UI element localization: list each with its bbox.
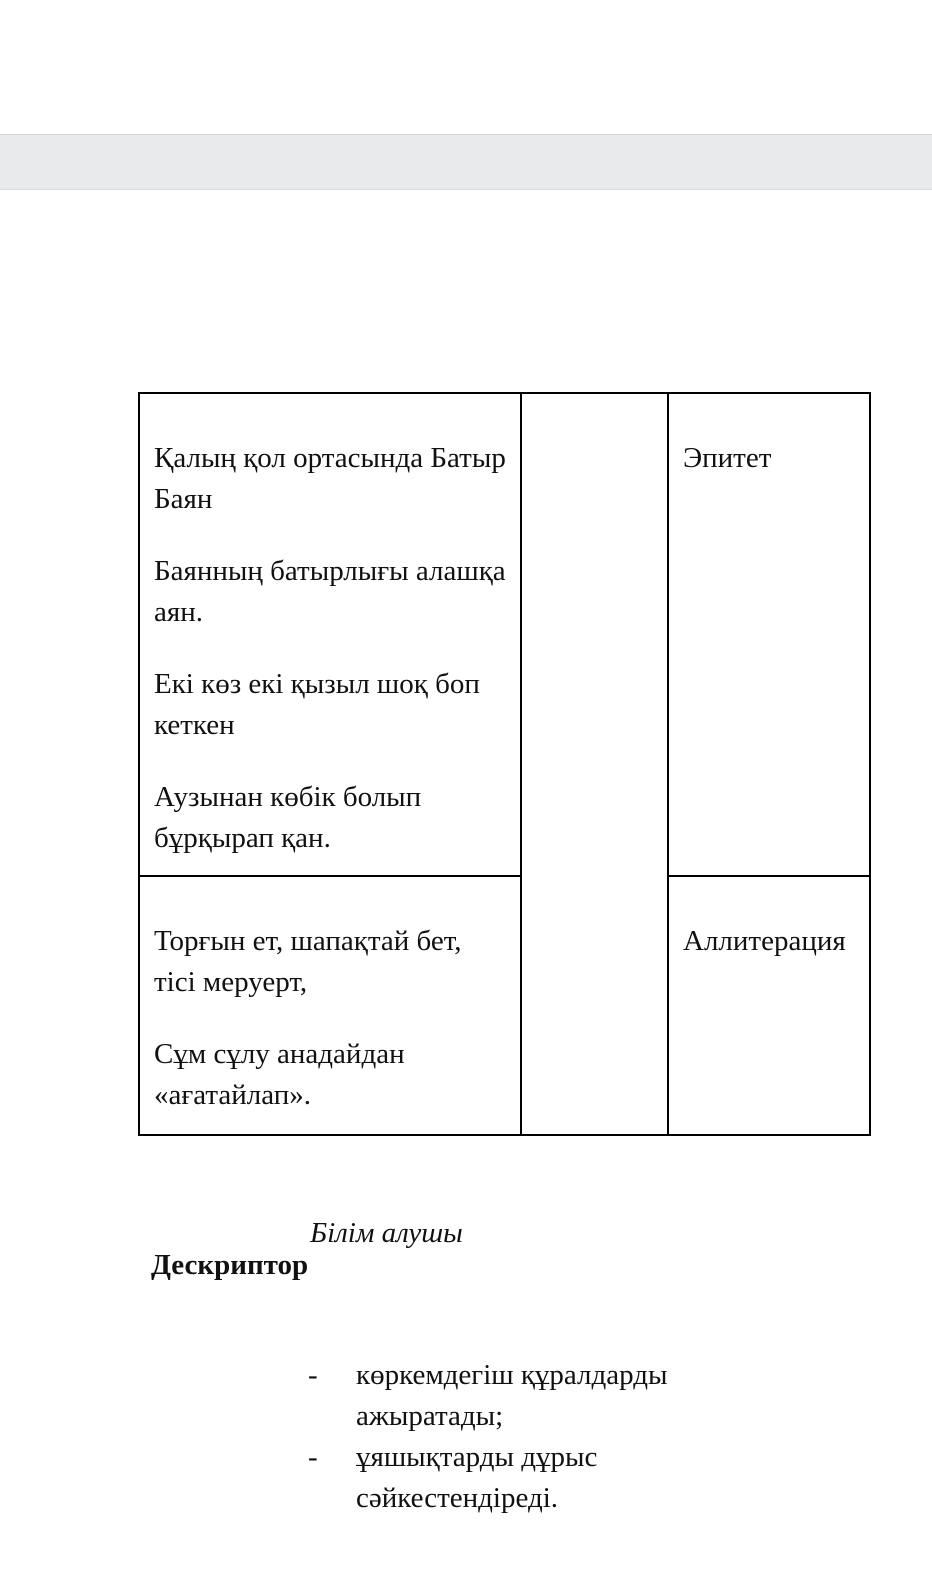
criterion-text: көркемдегіш құралдарды ажыратады;: [356, 1359, 668, 1432]
term-cell: [668, 876, 870, 1135]
list-item: [308, 1437, 728, 1519]
excerpt-line: Сұм сұлу анадайдан «ағатайлап».: [154, 1038, 405, 1111]
matching-table: [138, 392, 871, 1136]
excerpt-line: Аузынан көбік болып бұрқырап қан.: [154, 781, 422, 854]
excerpt-line: Баянның батырлығы алашқа аян.: [154, 555, 506, 628]
excerpt-line: Екі көз екі қызыл шоқ боп кеткен: [154, 668, 480, 741]
matching-table-container: [138, 392, 869, 1134]
excerpt-cell: [139, 876, 521, 1135]
browser-toolbar-band: [0, 134, 932, 190]
answer-blank-cell: [521, 393, 668, 1135]
excerpt-line: Торғын ет, шапақтай бет, тісі меруерт,: [154, 925, 462, 998]
table-row: [139, 393, 870, 876]
term-cell: [668, 393, 870, 876]
descriptor-subject: Білім алушы: [310, 1217, 463, 1249]
criterion-text: ұяшықтарды дұрыс сәйкестендіреді.: [356, 1441, 598, 1514]
term-label: Аллитерация: [683, 925, 846, 957]
list-item: [308, 1355, 728, 1437]
bullet-dash: -: [308, 1359, 318, 1391]
bullet-dash: -: [308, 1441, 318, 1473]
descriptor-heading: Дескриптор: [151, 1249, 309, 1281]
excerpt-line: Қалың қол ортасында Батыр Баян: [154, 442, 506, 515]
term-label: Эпитет: [683, 442, 772, 474]
table-row: [139, 876, 870, 1135]
criteria-list: [308, 1355, 728, 1519]
excerpt-cell: [139, 393, 521, 876]
